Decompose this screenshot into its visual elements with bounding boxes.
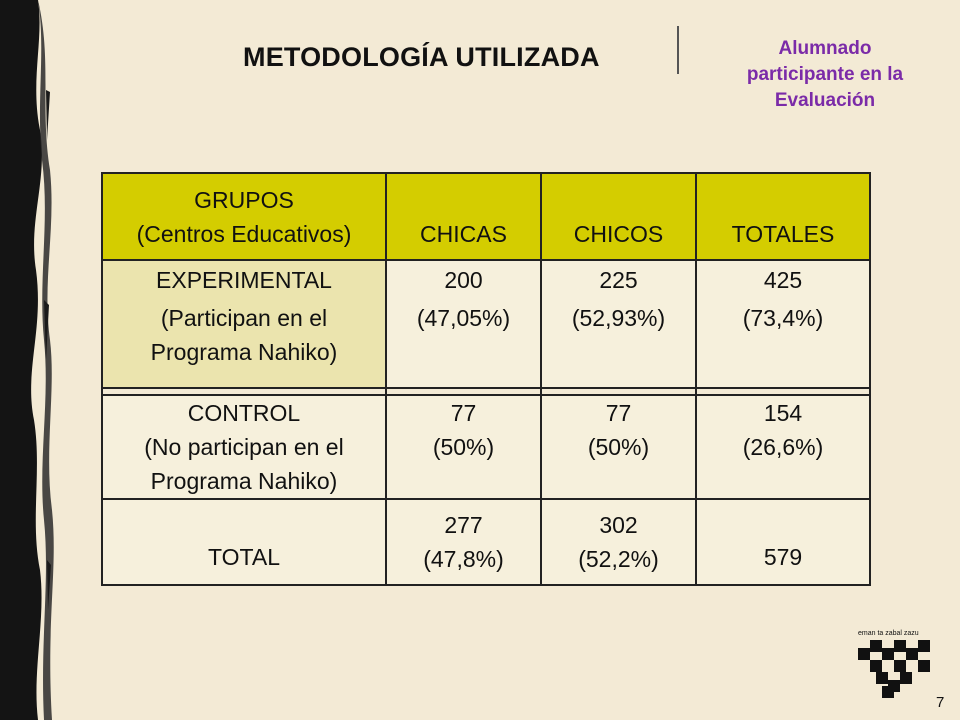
row-label-total xyxy=(102,499,386,585)
row-label-line: Programa Nahiko) xyxy=(150,339,338,365)
table-row-experimental xyxy=(102,260,870,388)
cell-control-chicas xyxy=(386,395,541,499)
row-label-line: (No participan en el xyxy=(144,434,344,460)
header-groups-line: (Centros Educativos) xyxy=(136,220,352,247)
cell-percent: (50%) xyxy=(587,434,650,460)
row-label-control xyxy=(102,395,386,499)
cell-experimental-totales xyxy=(696,260,870,388)
cell-percent: (47,8%) xyxy=(423,546,504,572)
row-label-line: Programa Nahiko) xyxy=(150,468,338,494)
row-label-line: CONTROL xyxy=(187,400,301,426)
participants-table xyxy=(101,172,871,586)
header-totales xyxy=(696,173,870,260)
subtitle-line: Alumnado xyxy=(778,38,872,59)
slide-subtitle xyxy=(700,36,950,114)
logo-motto: eman ta zabal zazu xyxy=(858,630,919,637)
cell-count: 579 xyxy=(763,544,803,570)
row-label-experimental xyxy=(102,260,386,388)
table-row-control xyxy=(102,395,870,499)
header-groups-line: GRUPOS xyxy=(194,186,294,213)
cell-count: 77 xyxy=(605,400,632,426)
cell-count: 154 xyxy=(763,400,803,426)
brush-stroke-decoration xyxy=(0,0,60,720)
cell-percent: (52,2%) xyxy=(578,546,659,572)
subtitle-line: participante en la xyxy=(746,64,904,85)
cell-experimental-chicos xyxy=(541,260,696,388)
slide-title: METODOLOGÍA UTILIZADA xyxy=(243,42,600,72)
cell-percent: (47,05%) xyxy=(416,305,511,331)
row-label-line: (Participan en el xyxy=(160,305,328,331)
table-row-total xyxy=(102,499,870,585)
cell-count: 425 xyxy=(763,267,803,293)
header-chicas xyxy=(386,173,541,260)
cell-experimental-chicas xyxy=(386,260,541,388)
title-divider xyxy=(677,26,679,74)
row-spacer xyxy=(102,388,870,395)
header-chicas-label: CHICAS xyxy=(420,221,507,247)
cell-percent: (52,93%) xyxy=(571,305,666,331)
table-header-row xyxy=(102,173,870,260)
cell-control-chicos xyxy=(541,395,696,499)
row-label-line: TOTAL xyxy=(208,544,280,570)
cell-total-chicas xyxy=(386,499,541,585)
cell-count: 225 xyxy=(599,267,638,293)
cell-count: 302 xyxy=(599,512,638,538)
cell-count: 277 xyxy=(444,512,483,538)
page-number: 7 xyxy=(936,694,945,711)
row-label-line: EXPERIMENTAL xyxy=(156,267,332,293)
header-chicos xyxy=(541,173,696,260)
header-groups xyxy=(102,173,386,260)
cell-percent: (26,6%) xyxy=(742,434,824,460)
subtitle-line: Evaluación xyxy=(774,90,876,111)
cell-count: 200 xyxy=(444,267,483,293)
cell-count: 77 xyxy=(450,400,477,426)
header-chicos-label: CHICOS xyxy=(573,221,664,247)
cell-percent: (73,4%) xyxy=(742,305,824,331)
logo-emblem-icon xyxy=(858,640,930,698)
cell-control-totales xyxy=(696,395,870,499)
cell-total-chicos xyxy=(541,499,696,585)
university-logo xyxy=(858,630,930,703)
header-totales-label: TOTALES xyxy=(731,221,835,247)
cell-total-totales xyxy=(696,499,870,585)
cell-percent: (50%) xyxy=(432,434,495,460)
